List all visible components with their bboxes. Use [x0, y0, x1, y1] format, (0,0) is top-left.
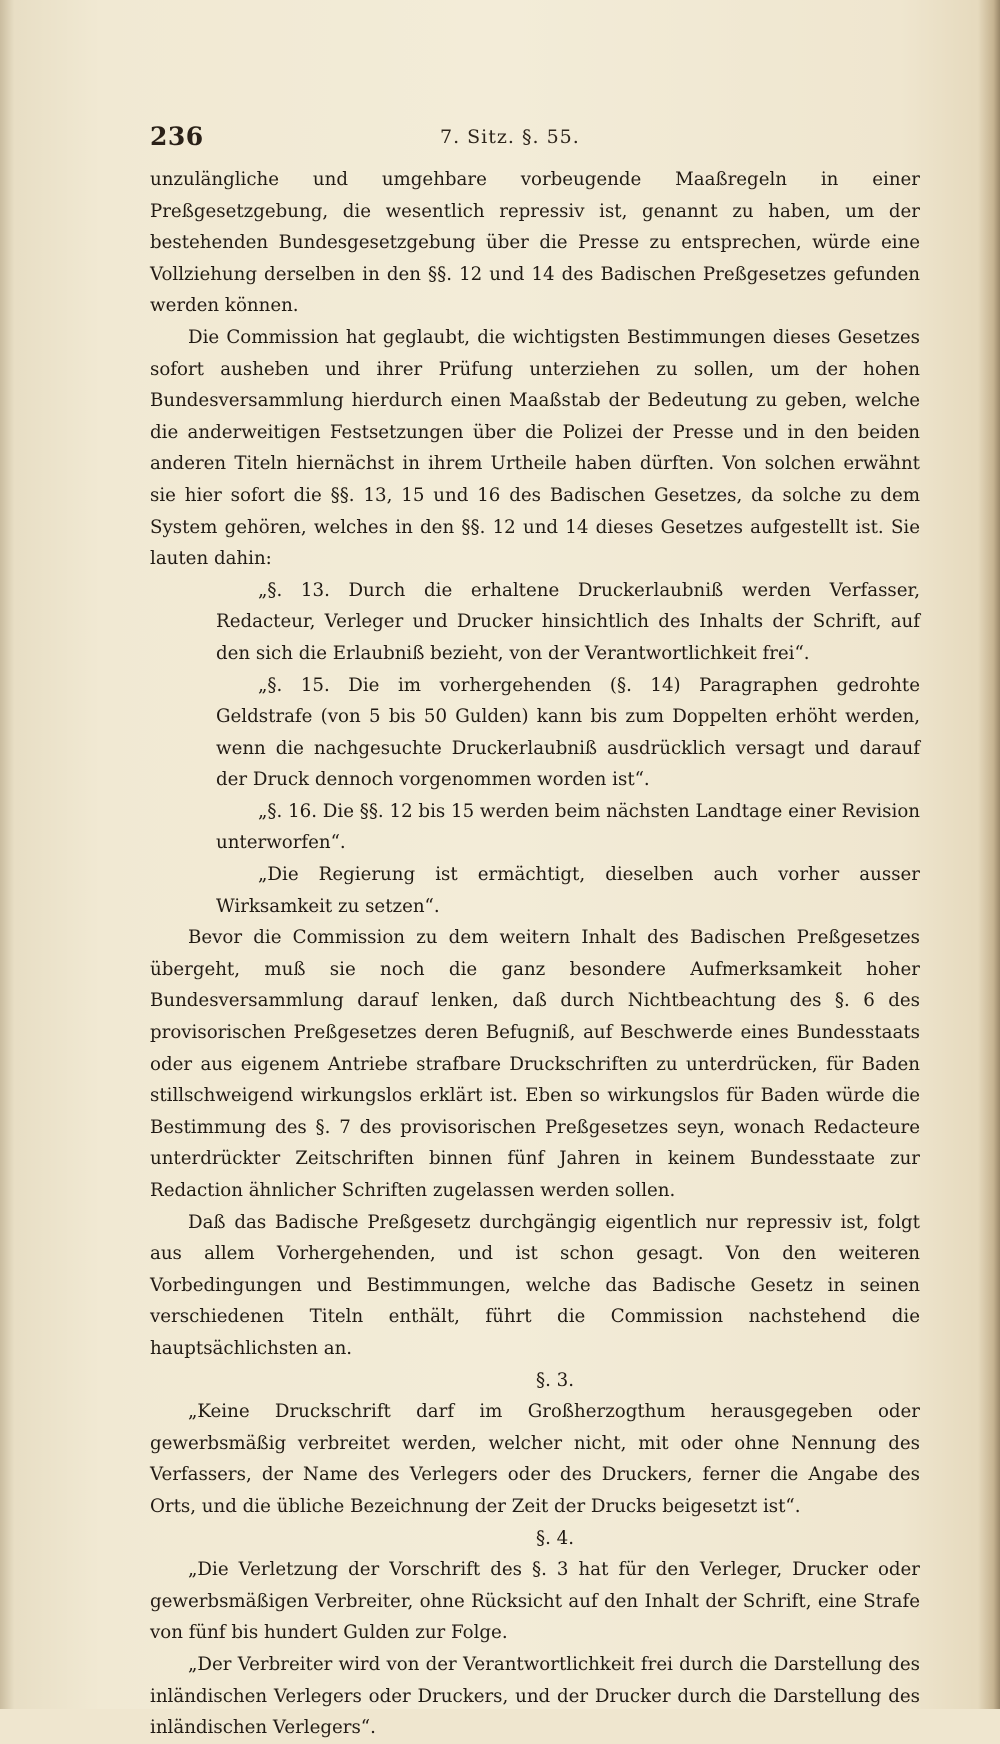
- page-body: [150, 164, 920, 1744]
- section-heading: §. 4.: [535, 1527, 574, 1549]
- section-heading: §. 3.: [535, 1369, 574, 1391]
- paragraph: „Die Verletzung der Vorschrift des §. 3 hat für den Verleger, Drucker oder gewerbsmäßigen Verbreiter, ohne Rücksicht auf den Inhalt der Schrift, eine Strafe von fünf bis hundert Gulden zur Folge.: [150, 1559, 920, 1644]
- paragraph: Bevor die Commission zu dem weitern Inhalt des Badischen Preßgesetzes übergeht, muß sie noch die ganz besondere Aufmerksamkeit hoher Bundesversammlung darauf lenken, daß durch Nichtbeachtung des §. 6 des provisorischen Preßgesetzes deren Befugniß, auf Beschwerde eines Bundesstaats oder aus eigenem Antriebe strafbare Druckschriften zu unterdrücken, für Baden stillschweigend wirkungslos erklärt ist. Eben so wirkungslos für Baden würde die Bestimmung des §. 7 des provisorischen Preßgesetzes seyn, wonach Redacteure unterdrückter Zeitschriften binnen fünf Jahren in keinem Bundesstaate zur Redaction ähnlicher Schriften zugelassen werden sollen.: [150, 927, 920, 1201]
- page-shadow-right: [978, 0, 1000, 1709]
- quoted-paragraph: „§. 13. Durch die erhaltene Druckerlaubniß werden Verfasser, Redacteur, Verleger und Drucker hinsichtlich des Inhalts der Schrift, auf den sich die Erlaubniß bezieht, von der Verantwortlichkeit frei“.: [216, 579, 920, 664]
- running-head: 7. Sitz. §. 55.: [440, 126, 580, 148]
- page-header: [150, 122, 920, 158]
- paragraph: „Keine Druckschrift darf im Großherzogthum herausgegeben oder gewerbsmäßig verbreitet werden, welcher nicht, mit oder ohne Nennung des Verfassers, der Name des Verlegers oder des Druckers, ferner die Angabe des Orts, und die übliche Bezeichnung der Zeit der Drucks beigesetzt ist“.: [150, 1401, 920, 1517]
- paragraph: „Der Verbreiter wird von der Verantwortlichkeit frei durch die Darstellung des inländischen Verlegers oder Druckers, und der Drucker durch die Darstellung des inländischen Verlegers“.: [150, 1653, 920, 1739]
- quoted-paragraph: „§. 15. Die im vorhergehenden (§. 14) Paragraphen gedrohte Geldstrafe (von 5 bis 50 Gulden) kann bis zum Doppelten erhöht werden, wenn die nachgesuchte Druckerlaubniß ausdrücklich versagt und darauf der Druck dennoch vorgenommen worden ist“.: [216, 674, 920, 791]
- paragraph: Daß das Badische Preßgesetz durchgängig eigentlich nur repressiv ist, folgt aus allem Vorhergehenden, und ist schon gesagt. Von den weiteren Vorbedingungen und Bestimmungen, welche das Badische Gesetz in seinen verschiedenen Titeln enthält, führt die Commission nachstehend die hauptsächlichsten an.: [150, 1211, 920, 1359]
- quoted-paragraph: „Die Regierung ist ermächtigt, dieselben auch vorher ausser Wirksamkeit zu setzen“.: [216, 864, 920, 917]
- quoted-paragraph: „§. 16. Die §§. 12 bis 15 werden beim nächsten Landtage einer Revision unterworfen“.: [216, 800, 920, 854]
- page-shadow-left: [0, 0, 14, 1709]
- quoted-sections: [150, 575, 920, 923]
- paragraph: unzulängliche und umgehbare vorbeugende Maaßregeln in einer Preßgesetzgebung, die wesentlich repressiv ist, genannt zu haben, um der bestehenden Bundesgesetzgebung über die Presse zu entsprechen, würde eine Vollziehung derselben in den §§. 12 und 14 des Badischen Preßgesetzes gefunden werden können.: [150, 169, 920, 317]
- paragraph: Die Commission hat geglaubt, die wichtigsten Bestimmungen dieses Gesetzes sofort ausheben und ihrer Prüfung unterziehen zu sollen, um der hohen Bundesversammlung hierdurch einen Maaßstab der Bedeutung zu geben, welche die anderweitigen Festsetzungen über die Polizei der Presse und in den beiden anderen Titeln hiernächst in ihrem Urtheile haben dürften. Von solchen erwähnt sie hier sofort die §§. 13, 15 und 16 des Badischen Gesetzes, da solche zu dem System gehören, welches in den §§. 12 und 14 dieses Gesetzes aufgestellt ist. Sie lauten dahin:: [150, 326, 920, 570]
- page-number: 236: [150, 122, 204, 151]
